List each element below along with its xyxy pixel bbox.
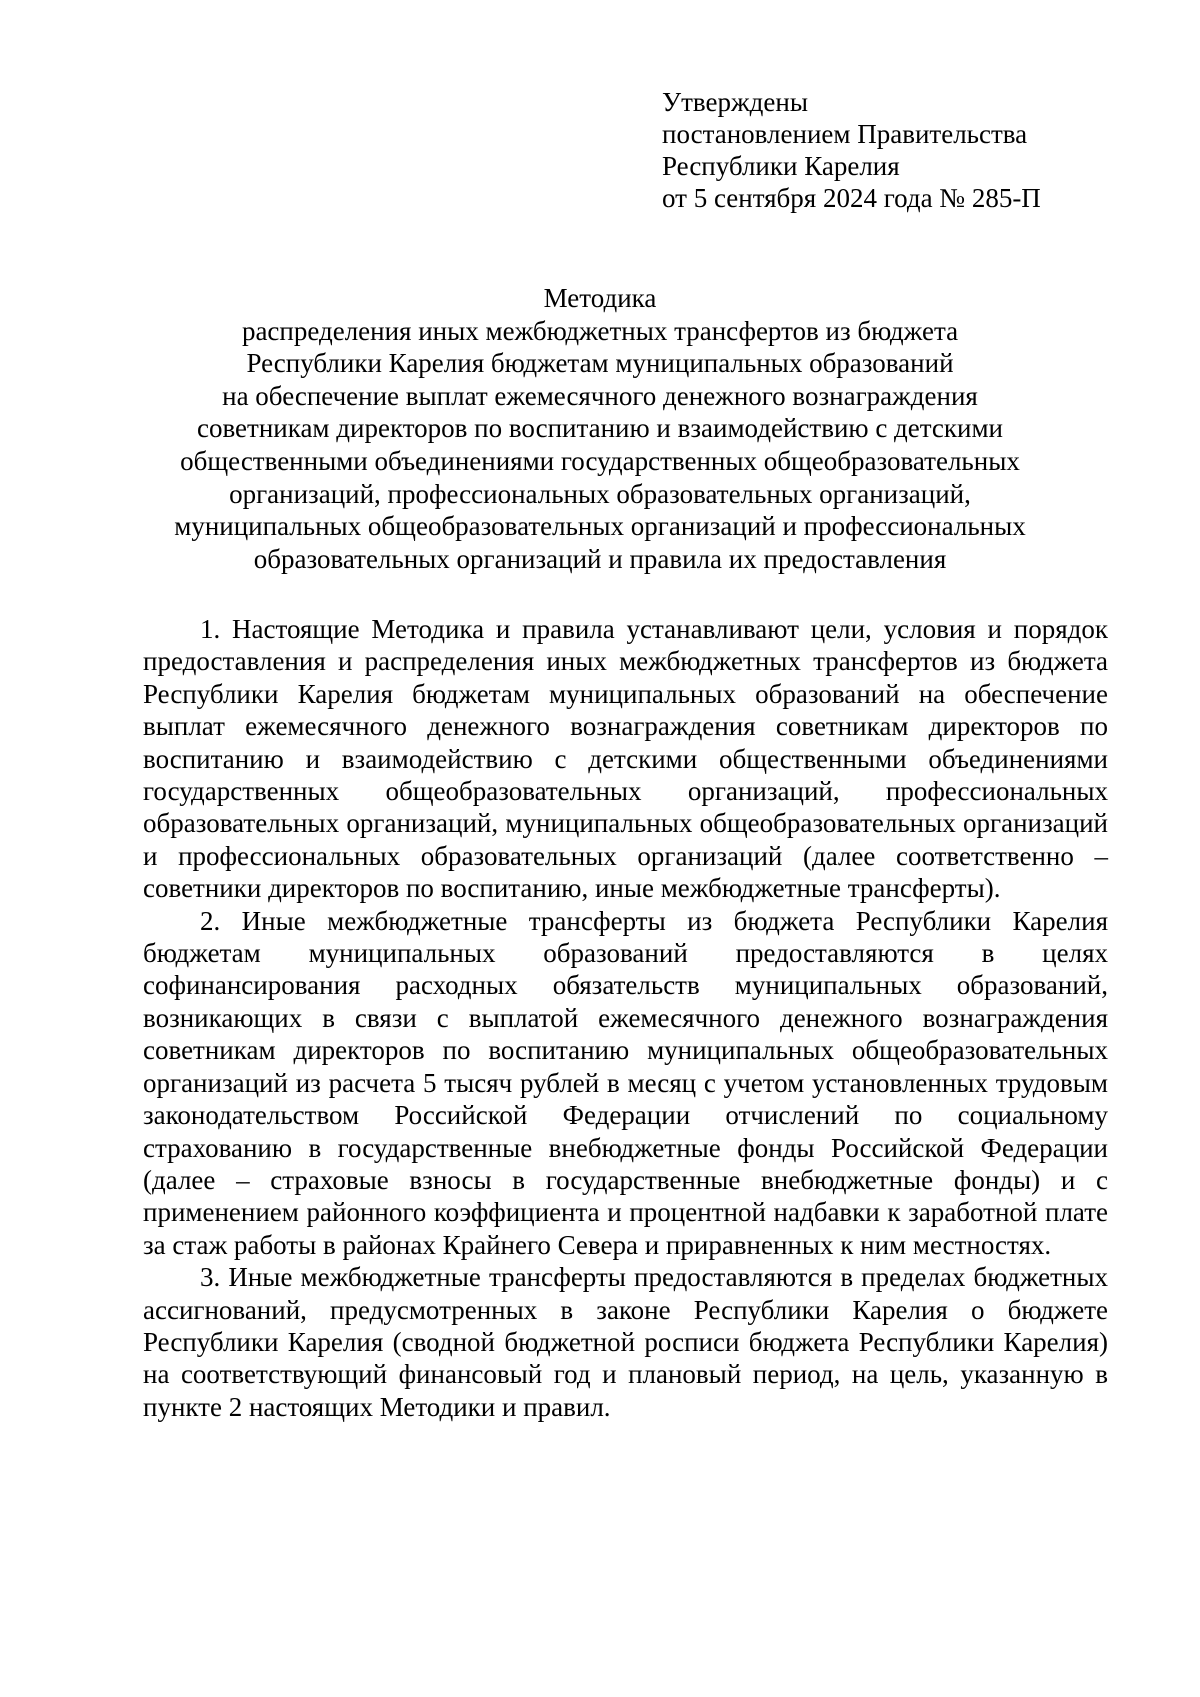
paragraph-3: 3. Иные межбюджетные трансферты предоставляются в пределах бюджетных ассигнований, предусмотренных в законе Республики Карелия о бюджете Республики Карелия (сводной бюджетной росписи бюджета Республики Карелия) на соответствующий финансовый год и плановый период, на цель, указанную в пункте 2 настоящих Методики и правил. (143, 1262, 1108, 1422)
title-line: муниципальных общеобразовательных организаций и профессиональных (174, 511, 1026, 542)
title-line: общественными объединениями государственных общеобразовательных (180, 445, 1020, 476)
title-line: Республики Карелия бюджетам муниципальных образований (246, 348, 954, 379)
approval-line: постановлением Правительства (662, 119, 1028, 149)
approval-date-line: от 5 сентября 2024 года № 285-П (662, 183, 1041, 213)
title-line: организаций, профессиональных образовательных организаций, (229, 478, 971, 509)
title-line: распределения иных межбюджетных трансфертов из бюджета (241, 315, 959, 346)
paragraph-2: 2. Иные межбюджетные трансферты из бюджета Республики Карелия бюджетам муниципальных образований предоставляются в целях софинансирования расходных обязательств муниципальных образований, возникающих в связи с выплатой ежемесячного денежного вознаграждения советникам директоров по воспитанию муниципальных общеобразовательных организаций из расчета 5 тысяч рублей в месяц с учетом установленных трудовым законодательством Российской Федерации отчислений по социальному страхованию в государственные внебюджетные фонды Российской Федерации (далее – страховые взносы в государственные внебюджетные фонды) и с применением районного коэффициента и процентной надбавки к заработной плате за стаж работы в районах Крайнего Севера и приравненных к ним местностях. (143, 905, 1108, 1260)
document-title (100, 282, 1100, 575)
paragraph-1: 1. Настоящие Методика и правила устанавливают цели, условия и порядок предоставления и распределения иных межбюджетных трансфертов из бюджета Республики Карелия бюджетам муниципальных образований на обеспечение выплат ежемесячного денежного вознаграждения советникам директоров по воспитанию и взаимодействию с детскими общественными объединениями государственных общеобразовательных организаций, профессиональных образовательных организаций, муниципальных общеобразовательных организаций и профессиональных образовательных организаций (далее соответственно – советники директоров по воспитанию, иные межбюджетные трансферты). (143, 614, 1108, 904)
approval-stamp (662, 86, 1041, 214)
approval-line: Республики Карелия (662, 151, 900, 181)
title-line: советникам директоров по воспитанию и взаимодействию с детскими (196, 413, 1003, 444)
title-line: на обеспечение выплат ежемесячного денежного вознаграждения (222, 380, 978, 411)
document-body (143, 613, 1108, 1423)
title-heading: Методика (543, 283, 657, 313)
title-line: образовательных организаций и правила их предоставления (253, 543, 947, 574)
approval-line: Утверждены (662, 87, 808, 117)
